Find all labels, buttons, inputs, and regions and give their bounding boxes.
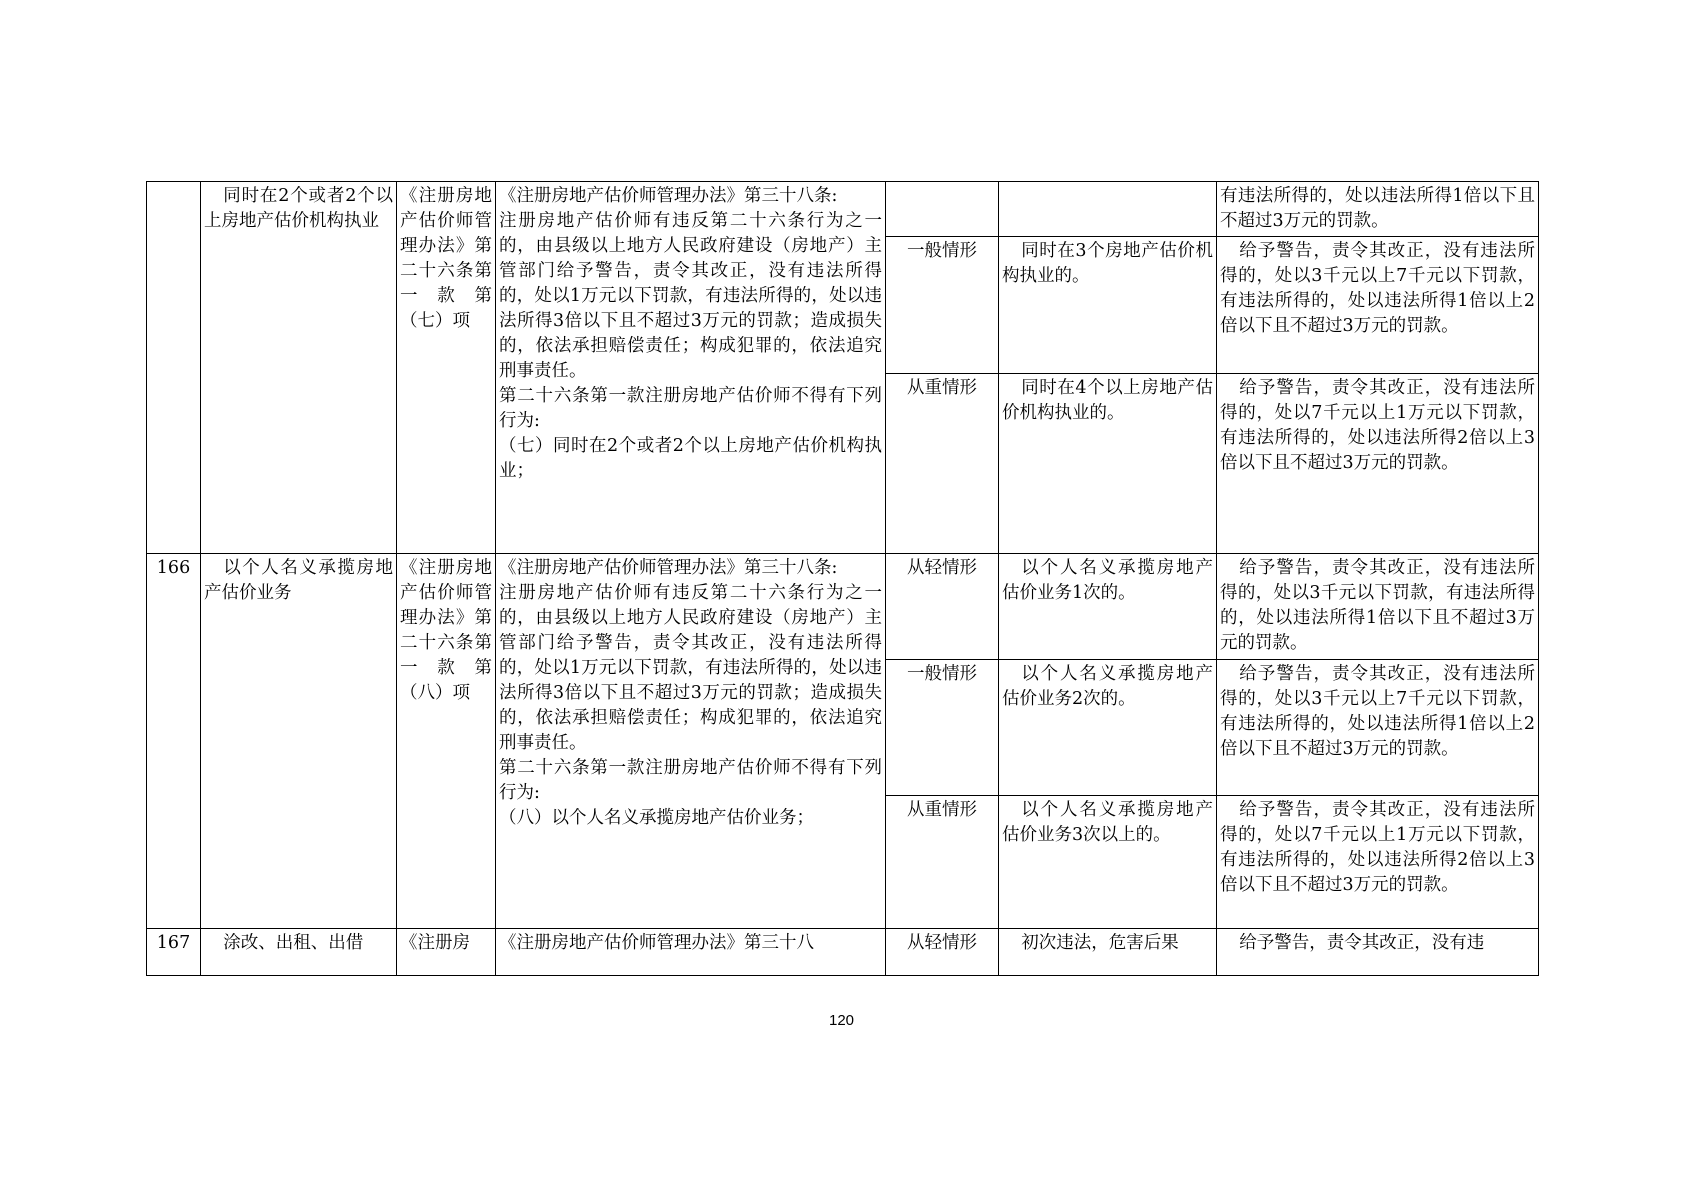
penalty-basis-line: 注册房地产估价师有违反第二十六条行为之一的，由县级以上地方人民政府建设（房地产）主管部门给予警告，责令其改正，没有违法所得的，处以1万元以下罚款，有违法所得的，处以违法所得3倍以下且不超过3万元的罚款；造成损失的，依法承担赔偿责任；构成犯罪的，依法追究刑事责任。 <box>499 211 882 381</box>
violation-behavior: 同时在2个或者2个以上房地产估价机构执业 <box>201 182 397 554</box>
penalty-standard: 给予警告，责令其改正，没有违法所得的，处以3千元以上7千元以下罚款，有违法所得的，处以违法所得1倍以上2倍以下且不超过3万元的罚款。 <box>1217 237 1539 374</box>
circumstance-level: 一般情形 <box>886 237 999 374</box>
penalty-basis-line: 注册房地产估价师有违反第二十六条行为之一的，由县级以上地方人民政府建设（房地产）主管部门给予警告，责令其改正，没有违法所得的，处以1万元以下罚款，有违法所得的，处以违法所得3倍以下且不超过3万元的罚款；造成损失的，依法承担赔偿责任；构成犯罪的，依法追究刑事责任。 <box>499 583 882 753</box>
circumstance-level: 一般情形 <box>886 660 999 796</box>
row-number: 166 <box>147 554 201 929</box>
legal-basis: 《注册房 <box>397 929 496 976</box>
table-row <box>147 929 1539 976</box>
row-number <box>147 182 201 554</box>
table-row <box>147 182 1539 237</box>
violation-behavior: 涂改、出租、出借 <box>201 929 397 976</box>
applicable-condition: 初次违法，危害后果 <box>999 929 1217 976</box>
table-row <box>147 554 1539 660</box>
page-number: 120 <box>828 1012 855 1029</box>
applicable-condition: 以个人名义承揽房地产估价业务2次的。 <box>999 660 1217 796</box>
penalty-standards-table <box>146 181 1539 976</box>
penalty-standard: 给予警告，责令其改正，没有违法所得的，处以3千元以上7千元以下罚款，有违法所得的，处以违法所得1倍以上2倍以下且不超过3万元的罚款。 <box>1217 660 1539 796</box>
penalty-basis-line: （八）以个人名义承揽房地产估价业务； <box>499 808 814 828</box>
circumstance-level: 从重情形 <box>886 374 999 554</box>
row-number: 167 <box>147 929 201 976</box>
penalty-basis-line: 《注册房地产估价师管理办法》第三十八条: <box>499 186 838 206</box>
circumstance-level: 从轻情形 <box>886 554 999 660</box>
circumstance-level: 从轻情形 <box>886 929 999 976</box>
penalty-basis <box>496 554 886 929</box>
circumstance-level <box>886 182 999 237</box>
violation-behavior: 以个人名义承揽房地产估价业务 <box>201 554 397 929</box>
applicable-condition: 以个人名义承揽房地产估价业务1次的。 <box>999 554 1217 660</box>
legal-basis: 《注册房地产估价师管理办法》第二十六条第一款第（七）项 <box>397 182 496 554</box>
applicable-condition <box>999 182 1217 237</box>
penalty-standard: 有违法所得的，处以违法所得1倍以下且不超过3万元的罚款。 <box>1217 182 1539 237</box>
penalty-standard: 给予警告，责令其改正，没有违 <box>1217 929 1539 976</box>
penalty-standard: 给予警告，责令其改正，没有违法所得的，处以7千元以上1万元以下罚款，有违法所得的，处以违法所得2倍以上3倍以下且不超过3万元的罚款。 <box>1217 796 1539 929</box>
penalty-basis: 《注册房地产估价师管理办法》第三十八 <box>496 929 886 976</box>
penalty-standard: 给予警告，责令其改正，没有违法所得的，处以3千元以下罚款，有违法所得的，处以违法所得1倍以下且不超过3万元的罚款。 <box>1217 554 1539 660</box>
penalty-basis-line: 第二十六条第一款注册房地产估价师不得有下列行为: <box>499 758 882 803</box>
penalty-standard: 给予警告，责令其改正，没有违法所得的，处以7千元以上1万元以下罚款，有违法所得的，处以违法所得2倍以上3倍以下且不超过3万元的罚款。 <box>1217 374 1539 554</box>
applicable-condition: 同时在3个房地产估价机构执业的。 <box>999 237 1217 374</box>
applicable-condition: 同时在4个以上房地产估价机构执业的。 <box>999 374 1217 554</box>
circumstance-level: 从重情形 <box>886 796 999 929</box>
penalty-basis-line: 《注册房地产估价师管理办法》第三十八条: <box>499 558 838 578</box>
penalty-basis-line: 第二十六条第一款注册房地产估价师不得有下列行为: <box>499 386 882 431</box>
applicable-condition: 以个人名义承揽房地产估价业务3次以上的。 <box>999 796 1217 929</box>
penalty-basis <box>496 182 886 554</box>
penalty-basis-line: （七）同时在2个或者2个以上房地产估价机构执业； <box>499 436 882 481</box>
legal-basis: 《注册房地产估价师管理办法》第二十六条第一款第（八）项 <box>397 554 496 929</box>
